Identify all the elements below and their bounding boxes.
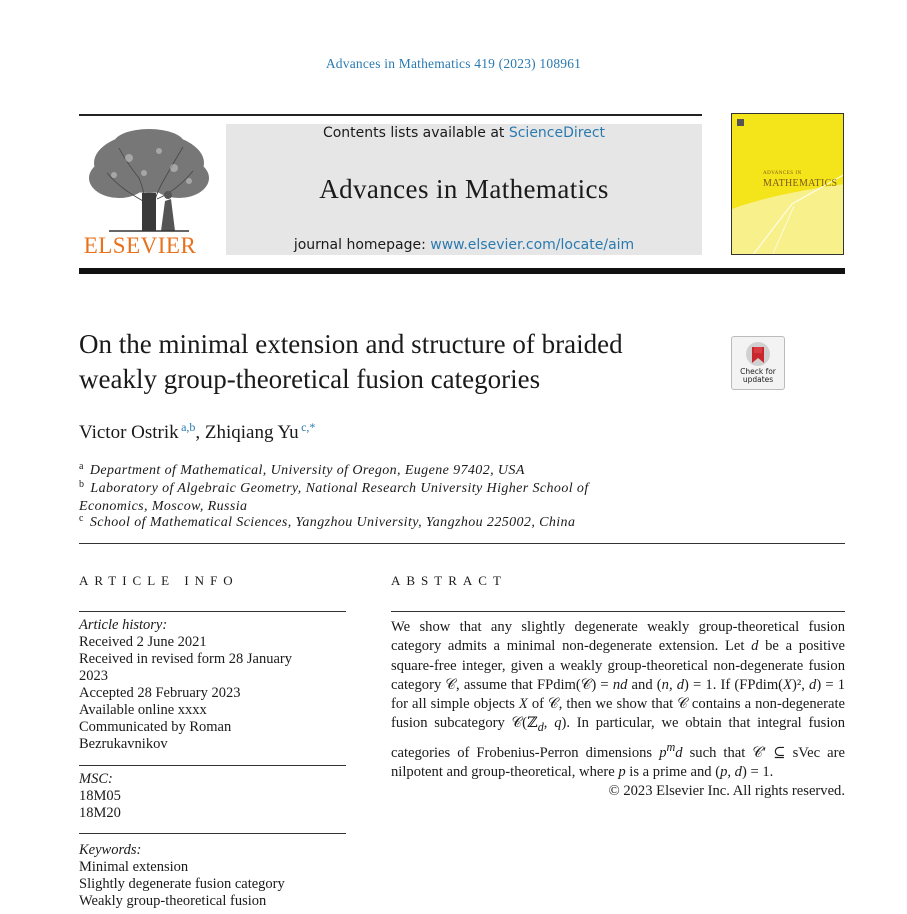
check-updates-line-2: updates xyxy=(742,375,774,384)
check-updates-line-1: Check for xyxy=(740,367,776,376)
elsevier-wordmark: ELSEVIER xyxy=(83,233,197,258)
abstract-body xyxy=(391,618,845,801)
article-info-heading: ARTICLE INFO xyxy=(79,573,239,588)
affiliation-mark: c xyxy=(79,513,84,524)
bookmark-icon xyxy=(732,339,784,369)
affiliation-text: School of Mathematical Sciences, Yangzhou University, Yangzhou 225002, China xyxy=(89,515,576,530)
msc-label: MSC: xyxy=(79,771,113,787)
journal-homepage-link[interactable]: www.elsevier.com/locate/aim xyxy=(430,237,635,253)
history-item: 2023 xyxy=(79,668,108,684)
check-for-updates-button[interactable] xyxy=(731,336,785,390)
homepage-line xyxy=(226,237,702,253)
contents-prefix: Contents lists available at xyxy=(322,125,509,141)
author-name: Zhiqiang Yu xyxy=(204,422,299,443)
history-label: Article history: xyxy=(79,617,168,633)
contents-line xyxy=(226,125,702,141)
abstract-rule xyxy=(391,611,845,612)
keywords-label: Keywords: xyxy=(79,842,142,858)
affiliation-text: Department of Mathematical, University of Oregon, Eugene 97402, USA xyxy=(89,463,525,478)
author-name: Victor Ostrik xyxy=(79,422,179,443)
check-updates-label xyxy=(732,368,784,384)
msc-code: 18M05 xyxy=(79,788,121,804)
affiliation-mark: b xyxy=(79,479,85,490)
abstract-text: We show that any slightly degenerate weakly group-theoretical fusion category admits a minimal non-degenerate extension. Let d be a positive square-free integer, given a weakly group-theoretical non-degenerate fusion category 𝒞, assume that FPdim(𝒞) = nd and (n, d) = 1. If (FPdim(X)², d) = 1 for all simple objects X of 𝒞, then we show that 𝒞 contains a non-degenerate fusion subcategory 𝒞(ℤ$_d$, q). In particular, we obtain that integral fusion categories of Frobenius-Perron dimensions $p^md$ such that 𝒞′ ⊆ sVec are nilpotent and group-theoretical, where p is a prime and (p, d) = 1. xyxy=(391,619,846,780)
article-history xyxy=(79,617,349,753)
affiliation-text: Economics, Moscow, Russia xyxy=(79,499,248,514)
author-affiliation-link[interactable]: c,* xyxy=(301,420,316,434)
abstract-heading: ABSTRACT xyxy=(391,573,507,588)
affiliation-text: Laboratory of Algebraic Geometry, National Research University Higher School of xyxy=(90,481,589,496)
msc-code: 18M20 xyxy=(79,805,121,821)
cover-title-main: MATHEMATICS xyxy=(763,178,838,189)
header-rule xyxy=(79,114,702,116)
journal-name: Advances in Mathematics xyxy=(319,174,609,204)
author-separator: , xyxy=(195,422,205,443)
copyright-notice: © 2023 Elsevier Inc. All rights reserved. xyxy=(608,783,845,800)
sciencedirect-link[interactable]: ScienceDirect xyxy=(508,125,606,141)
keywords xyxy=(79,842,349,910)
info-rule xyxy=(79,765,346,766)
keyword: Minimal extension xyxy=(79,859,189,875)
journal-cover[interactable] xyxy=(731,113,844,255)
info-rule xyxy=(79,611,346,612)
affiliation-rule xyxy=(79,543,845,544)
history-item: Received 2 June 2021 xyxy=(79,634,207,650)
affiliation-b xyxy=(79,480,779,515)
history-item: Available online xxxx xyxy=(79,702,207,718)
msc-codes xyxy=(79,771,349,822)
journal-citation[interactable]: Advances in Mathematics 419 (2023) 108961 xyxy=(325,56,582,71)
title-line-1: On the minimal extension and structure of braided xyxy=(79,329,623,359)
keyword: Weakly group-theoretical fusion xyxy=(79,893,267,909)
header-thick-rule xyxy=(79,268,845,274)
affiliation-c xyxy=(79,514,779,532)
history-item: Accepted 28 February 2023 xyxy=(79,685,241,701)
history-item: Bezrukavnikov xyxy=(79,736,168,752)
info-rule xyxy=(79,833,346,834)
cover-title xyxy=(763,169,837,189)
author-affiliation-link[interactable]: a,b xyxy=(181,420,196,434)
elsevier-logo xyxy=(79,123,219,260)
history-item: Received in revised form 28 January xyxy=(79,651,292,667)
title-line-2: weakly group-theoretical fusion categories xyxy=(79,364,541,394)
homepage-prefix: journal homepage: xyxy=(293,237,431,253)
affiliation-mark: a xyxy=(79,461,84,472)
affiliation-a xyxy=(79,462,779,480)
history-item: Communicated by Roman xyxy=(79,719,232,735)
keyword: Slightly degenerate fusion category xyxy=(79,876,285,892)
article-title xyxy=(79,327,719,397)
author-list xyxy=(79,422,315,444)
cover-title-small: ADVANCES IN xyxy=(763,171,802,176)
